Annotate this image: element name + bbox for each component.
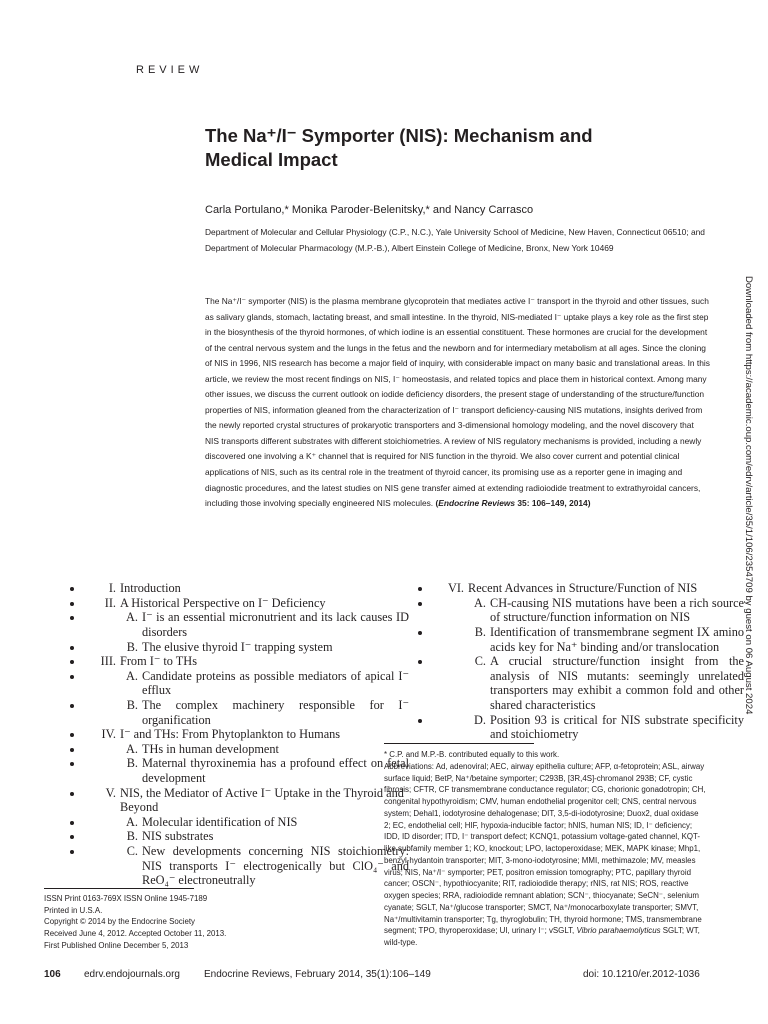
- toc-entry-title: Identification of transmembrane segment IX amino acids key for Na⁺ binding and/or translocation: [490, 625, 744, 654]
- toc-entry-number: • D.: [474, 712, 486, 727]
- toc-entry-number: • I.: [108, 581, 116, 596]
- toc-entry-number: • C.: [126, 843, 138, 858]
- toc-entry-title: THs in human development: [142, 741, 279, 756]
- abstract: [205, 294, 710, 512]
- toc-entry-number: • A.: [126, 668, 138, 683]
- toc-entry-title: I⁻ is an essential micronutrient and its lack causes ID disorders: [142, 610, 409, 640]
- toc-entry-title: A crucial structure/function insight from the analysis of NIS mutants: seemingly unrelated transporters may exhibit a common fold and other shared characteristics: [490, 654, 744, 713]
- abbreviations-end: SGLT; WT, wild-type.: [384, 926, 700, 947]
- toc-entry[interactable]: [84, 829, 409, 844]
- table-of-contents-left: [44, 581, 409, 887]
- author-affiliations: Department of Molecular and Cellular Physiology (C.P., N.C.), Yale University School of Medicine, New Haven, Connecticut 06510; and Department of Molecular Pharmacology (M.P.-B.), Albert Einstein College of Medicine, Bronx, New York 10469: [205, 227, 705, 253]
- publication-info-line: Received June 4, 2012. Accepted October 11, 2013.: [44, 929, 227, 939]
- toc-entry-title: I⁻ and THs: From Phytoplankton to Humans: [120, 727, 341, 742]
- toc-entry-number: • A.: [126, 814, 138, 829]
- toc-entry[interactable]: [84, 669, 409, 698]
- abbreviations-text: Abbreviations: Ad, adenoviral; AEC, airway epithelia culture; AFP, α-fetoprotein; ASL, airway surface liquid; BetP, Na⁺/betaine symporter; C293B, [3R,4S]-chromanol 293B; CF, cystic fibrosis; CFTR, CF transmembrane conductance regulator; CG, chorionic gonadotropin; CH, congenital hypothyroidism; CMV, human endothelial progenitor cell; CNS, central nervous system; Dehal1, iodotyrosine dehalogenase; DIT, 3,5-di-iodotyrosine; Duox2, dual oxidase 2; EC, endothelial cell; HIF, hypoxia-inducible factor; hNIS, human NIS; ID, I⁻ deficiency; IDD, ID disorder; ITD, I⁻ transport defect; KCNQ1, potassium voltage-gated channel, KQT-like subfamily member 1; KO, knockout; LPO, lactoperoxidase; MEK, MAPK kinase; Mhp1, benzyl-hydantoin transporter; MIT, 3-mono-iodotyrosine; MMI, methimazole; MV, measles virus; NIS, Na⁺/I⁻ symporter; PET, positron emission tomography; PTC, papillary thyroid cancer; OSCN⁻, hypothiocyanite; RIT, radioiodide therapy; rNIS, rat NIS; ROS, reactive oxygen species; RRA, radioiodide remnant ablation; SCN⁻, thiocyanate; SeCN⁻, selenium cyanate; SGLT, Na⁺/glucose transporter; SMCT, Na⁺/monocarboxylate transporter; SMVT, Na⁺/multivitamin transporter; Tg, thyroglobulin; TH, thyroid hormone; TMS, transmembrane segment; TPO, thyroperoxidase; UI, urinary I⁻; vSGLT,: [384, 761, 706, 936]
- download-notice: Downloaded from https://academic.oup.com/edrv/article/35/1/106/2354709 by guest on 06 August 2024: [743, 276, 754, 715]
- toc-entry-number: • A.: [474, 595, 486, 610]
- toc-entry-number: • A.: [126, 741, 138, 756]
- toc-entry[interactable]: [84, 698, 409, 727]
- toc-entry-title: New developments concerning NIS stoichiometry: NIS transports I⁻ electrogenically but ClO₄⁻ and ReO₄⁻ electroneutrally: [142, 843, 409, 888]
- toc-entry[interactable]: [84, 844, 409, 888]
- toc-entry-title: NIS substrates: [142, 829, 214, 844]
- footnote-divider-right: [384, 743, 534, 744]
- toc-entry-title: CH-causing NIS mutations have been a rich source of structure/function information on NIS: [490, 595, 744, 625]
- publication-info-line: Copyright © 2014 by the Endocrine Society: [44, 917, 196, 927]
- toc-entry[interactable]: [84, 596, 409, 611]
- toc-entry-title: The complex machinery responsible for I⁻ organification: [142, 698, 409, 727]
- abbreviations-italic: Vibrio parahaemolyticus: [576, 926, 661, 936]
- toc-entry-number: • B.: [126, 698, 138, 713]
- toc-entry-title: Position 93 is critical for NIS substrate specificity and stoichiometry: [490, 712, 744, 742]
- page-number: 106: [44, 969, 61, 980]
- toc-entry[interactable]: [84, 815, 409, 830]
- toc-entry-title: A Historical Perspective on I⁻ Deficiency: [120, 595, 326, 610]
- author-list: Carla Portulano,* Monika Paroder-Belenitsky,* and Nancy Carrasco: [205, 204, 534, 216]
- toc-entry-number: • IV.: [101, 727, 116, 742]
- toc-entry[interactable]: [84, 786, 409, 815]
- toc-entry[interactable]: [84, 727, 409, 742]
- abbreviations-note: [384, 761, 706, 949]
- toc-entry[interactable]: [432, 581, 744, 596]
- toc-entry[interactable]: [84, 581, 409, 596]
- toc-entry-number: • C.: [474, 654, 486, 669]
- toc-entry-title: Recent Advances in Structure/Function of NIS: [468, 581, 698, 596]
- equal-contribution-note: * C.P. and M.P.-B. contributed equally to this work.: [384, 750, 560, 759]
- abstract-citation-details: 35: 106–149, 2014): [517, 498, 591, 509]
- toc-entry-number: • II.: [104, 595, 116, 610]
- section-label: REVIEW: [136, 64, 204, 76]
- abstract-citation: [435, 498, 590, 508]
- toc-entry[interactable]: [84, 756, 409, 785]
- toc-entry-title: Molecular identification of NIS: [142, 814, 298, 829]
- toc-entry-title: Maternal thyroxinemia has a profound effect on fetal development: [142, 756, 409, 786]
- toc-entry-number: • B.: [126, 756, 138, 771]
- doi-link[interactable]: doi: 10.1210/er.2012-1036: [583, 969, 700, 980]
- journal-url[interactable]: edrv.endojournals.org: [84, 969, 180, 980]
- toc-entry-number: • VI.: [447, 581, 464, 596]
- toc-entry[interactable]: [84, 610, 409, 639]
- toc-entry-title: Candidate proteins as possible mediators of apical I⁻ efflux: [142, 668, 409, 698]
- abstract-citation-journal: Endocrine Reviews: [438, 498, 516, 509]
- footnote-divider-left: [44, 888, 194, 889]
- toc-entry-title: NIS, the Mediator of Active I⁻ Uptake in the Thyroid and Beyond: [120, 785, 404, 815]
- toc-entry-number: • B.: [474, 625, 486, 640]
- toc-entry-number: • B.: [126, 829, 138, 844]
- article-title: The Na⁺/I⁻ Symporter (NIS): Mechanism and Medical Impact: [205, 125, 593, 170]
- abstract-text: The Na⁺/I⁻ symporter (NIS) is the plasma membrane glycoprotein that mediates active I⁻ transport in the thyroid and other tissues, such as salivary glands, stomach, lactating breast, and small intestine. In the thyroid, NIS-mediated I⁻ uptake plays a key role as the first step in the biosynthesis of the thyroid hormones, of which iodine is an essential constituent. These hormones are crucial for the development of the central nervous system and the lungs in the fetus and the newborn and for intermediary metabolism at all ages. Since the cloning of NIS in 1996, NIS research has become a major field of inquiry, with considerable impact on many basic and translational areas. In this article, we review the most recent findings on NIS, I⁻ homeostasis, and related topics and place them in historical context. Among many other issues, we discuss the current outlook on iodide deficiency disorders, the present stage of understanding of the structure/function properties of NIS, information gleaned from the characterization of I⁻ transport deficiency-causing NIS mutations, insights derived from the newly reported crystal structures of prokaryotic transporters and 3-dimensional homology modeling, and the novel discovery that NIS transports different substrates with different stoichiometries. A review of NIS regulatory mechanisms is provided, including a newly discovered one involving a K⁺ channel that is required for NIS function in the thyroid. We also cover current and potential clinical applications of NIS, such as its central role in the treatment of thyroid cancer, its promising use as a reporter gene in imaging and diagnostic procedures, and the latest studies on NIS gene transfer aimed at extending radioiodide treatment to extrathyroidal cancers, including those involving specially engineered NIS molecules.: [205, 296, 710, 509]
- toc-entry[interactable]: [84, 654, 409, 669]
- toc-entry[interactable]: [84, 742, 409, 757]
- publication-info-line: First Published Online December 5, 2013: [44, 940, 189, 950]
- toc-entry-title: From I⁻ to THs: [120, 654, 197, 669]
- toc-entry-title: The elusive thyroid I⁻ trapping system: [142, 639, 333, 654]
- abstract-citation-open: (: [435, 498, 439, 509]
- toc-entry-number: • III.: [100, 654, 116, 669]
- journal-citation: Endocrine Reviews, February 2014, 35(1):106–149: [204, 969, 431, 980]
- footnotes: [384, 749, 706, 949]
- publication-info: [44, 893, 364, 952]
- publication-info-line: Printed in U.S.A.: [44, 905, 103, 915]
- toc-entry[interactable]: [84, 640, 409, 655]
- toc-entry[interactable]: [432, 625, 744, 654]
- publication-info-line: ISSN Print 0163-769X ISSN Online 1945-7189: [44, 894, 208, 903]
- toc-entry-number: • A.: [126, 610, 138, 625]
- toc-entry[interactable]: [432, 713, 744, 742]
- toc-entry[interactable]: [432, 654, 744, 712]
- toc-entry-number: • B.: [126, 639, 138, 654]
- toc-entry[interactable]: [432, 596, 744, 625]
- table-of-contents-right: [392, 581, 744, 742]
- toc-entry-title: Introduction: [120, 581, 181, 596]
- toc-entry-number: • V.: [105, 785, 116, 800]
